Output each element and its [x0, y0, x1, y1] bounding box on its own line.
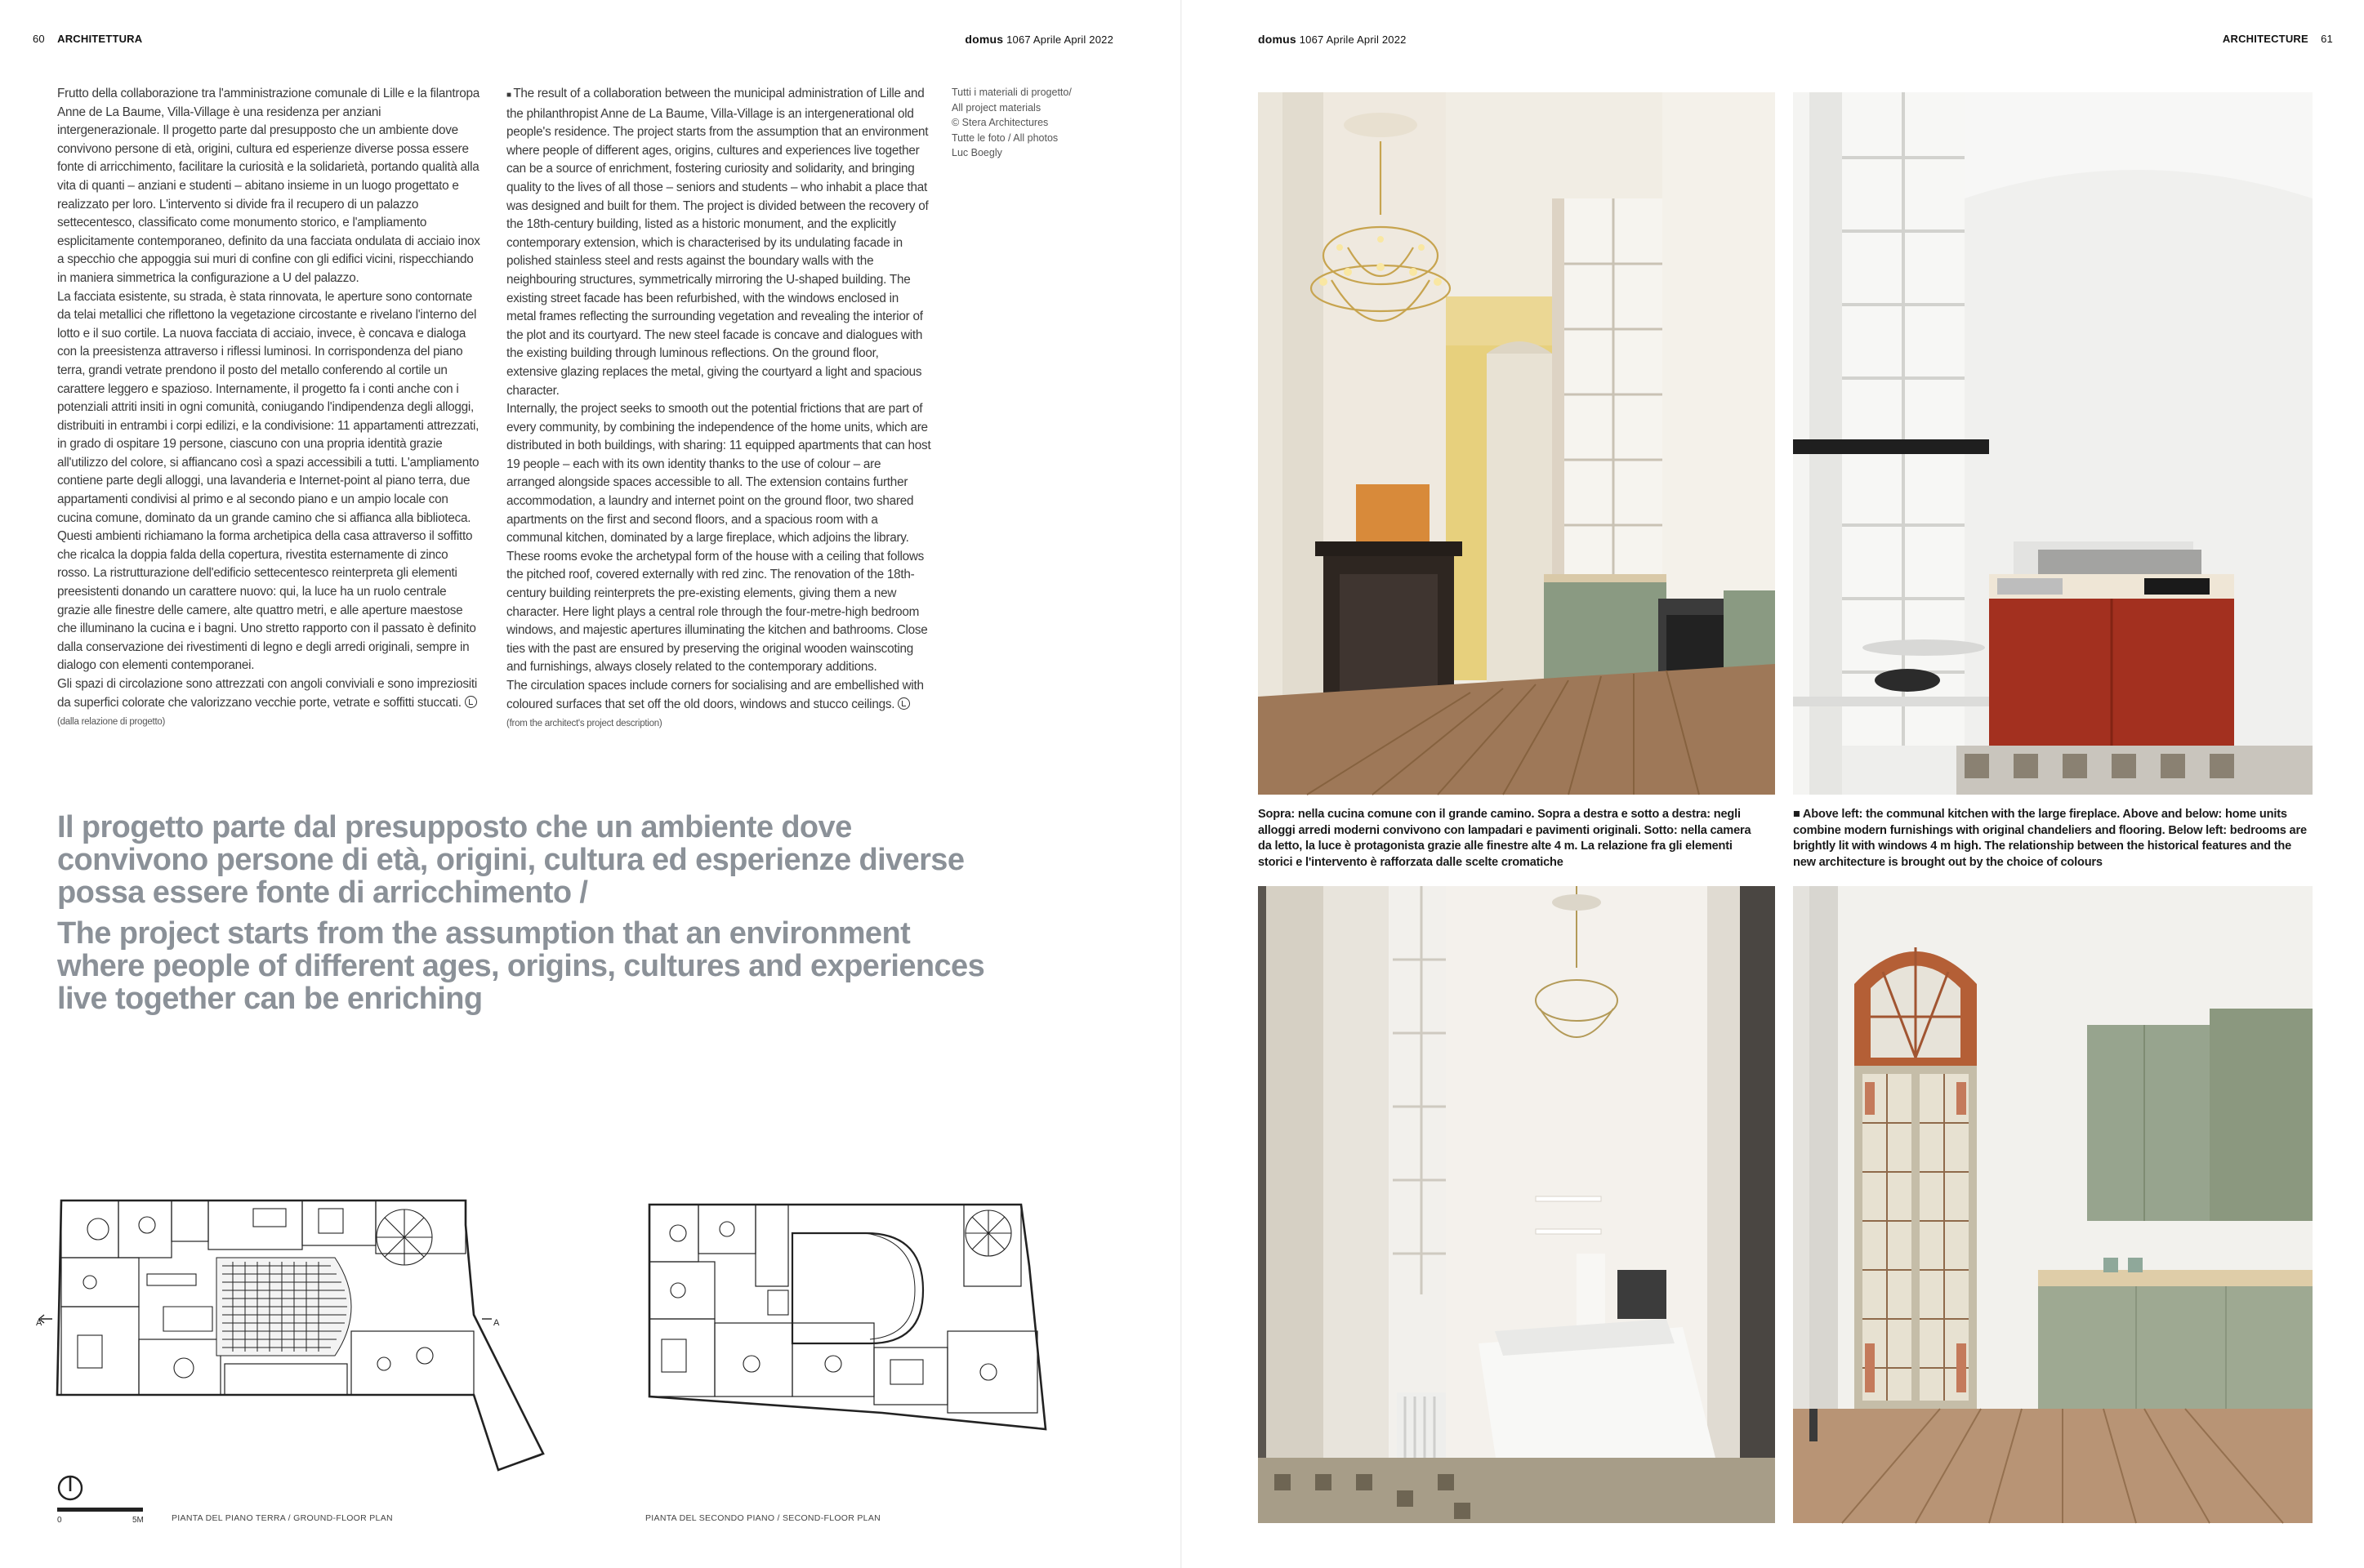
right-page-number: 61 — [2321, 33, 2333, 45]
right-section-title: ARCHITECTURE — [2222, 33, 2308, 45]
end-mark-icon — [898, 697, 910, 710]
italian-paragraph-3: Gli spazi di circolazione sono attrezzati con angoli conviviali e sono impreziositi da superfici colorate che valorizzano vecchie porte, vetrate e soffitti stuccati. (dalla relazione di progetto) — [57, 677, 478, 728]
italian-paragraph-1: Frutto della collaborazione tra l'amministrazione comunale di Lille e la filantropa Anne de La Baume, Villa-Village è una residenza per anziani intergenerazionale. Il progetto parte dal presupposto che un ambiente dove convivono persone di età, origini, cultura ed esperienze diverse possa essere fonte di arricchimento, facilitare la curiosità e la solidarietà, portando qualità alla vita di quanti – anziani e studenti – abitano insieme in un luogo progettato e realizzato per loro. L'intervento si divide fra il recupero di un palazzo settecentesco, classificato come monumento storico, e l'ampliamento esplicitamente contemporaneo, definito da una facciata ondulata di acciaio inox a specchio che appoggia sui muri di confine con gli edifici vicini, rispecchiando in maniera simmetrica la configurazione a U del palazzo. — [57, 87, 480, 285]
north-arrow-and-scale — [57, 1475, 155, 1532]
left-magazine-name: domus — [965, 33, 1004, 46]
english-paragraph-1: ■ The result of a collaboration between the municipal administration of Lille and the philanthropist Anne de La Baume, Villa-Village is an intergenerational old people's residence. The project starts from the assumption that an environment where people of different ages, origins, cultures and experiences live together can be a source of enrichment, fostering curiosity and solidarity, and bringing quality to the lives of all those – seniors and students – who inhabit a place that was designed and built for them. The project is divided between the recovery of the 18th-century building, listed as a historic monument, and the explicitly contemporary extension, which is characterised by its undulating facade in polished stainless steel and rests against the boundary walls with the neighbouring structures, symmetrically mirroring the U-shaped building. The existing street facade has been refurbished, with the windows enclosed in metal frames reflecting the surrounding vegetation and revealing the interior of the plot and its courtyard. The new steel facade is concave and dialogues with the existing building through luminous reflections. On the ground floor, extensive glazing replaces the metal, giving the courtyard a light and spacious character. — [506, 87, 929, 398]
ground-floor-plan-caption: PIANTA DEL PIANO TERRA / GROUND-FLOOR PLAN — [172, 1513, 393, 1523]
pullquote-english: The project starts from the assumption that an environment where people of different ages, origins, cultures and experiences live together can be enriching — [57, 916, 985, 1016]
left-issue-label: 1067 Aprile April 2022 — [1006, 33, 1113, 46]
italian-paragraph-2: La facciata esistente, su strada, è stata rinnovata, le aperture sono contornate da telai metallici che riflettono la vegetazione circostante e rivelano l'interno del lotto e il suo cortile. La nuova facciata di acciaio, invece, è concava e dialoga con la preesistenza attraverso i riflessi luminosi. In corrispondenza del piano terra, grandi vetrate prendono il posto del metallo conferendo al cortile un carattere leggero e spazioso. Internamente, il progetto fa i conti anche con i potenziali attriti insiti in ogni comunità, coniugando l'indipendenza degli alloggi, distribuiti in entrambi i corpi edilizi, e la condivisione: 11 appartamenti attrezzati, in grado di ospitare 19 persone, ciascuno con una propria identità grazie all'utilizzo del colore, si affiancano così a spazi accessibili a tutti. L'ampliamento contiene parte degli alloggi, una lavanderia e Internet-point al piano terra, due appartamenti condivisi al primo e al secondo piano e un ampio locale con cucina comune, dominato da un grande camino che si affianca alla biblioteca. Questi ambienti richiamano la forma archetipica della casa attraverso il soffitto che ricalca la doppia falda della copertura, rivestita esternamente di zinco rosso. La ristrutturazione dell'edificio settecentesco reinterpreta gli elementi preesistenti donando un carattere nuovo: qui, la luce ha un ruolo centrale grazie alle finestre delle camere, alte quattro metri, e alle aperture maestose che illuminano la cucina e i bagni. Uno stretto rapporto con il passato è definito dalla conservazione dei rivestimenti di legno e degli arredi originali, sempre in dialogo con elementi contemporanei. — [57, 289, 479, 673]
credit-line: © Stera Architectures — [952, 117, 1049, 128]
photo-bedroom — [1258, 886, 1775, 1523]
left-section-title: ARCHITETTURA — [57, 33, 143, 45]
credit-line: Tutte le foto / All photos — [952, 131, 1059, 144]
second-floor-plan-caption: PIANTA DEL SECONDO PIANO / SECOND-FLOOR PLAN — [645, 1513, 881, 1523]
end-mark-icon — [465, 696, 477, 708]
ground-floor-plan — [36, 1192, 564, 1494]
italian-text-column — [57, 85, 482, 732]
photo-kitchenette — [1793, 92, 2313, 795]
scale-bar — [57, 1508, 143, 1512]
right-issue-label: 1067 Aprile April 2022 — [1299, 33, 1407, 46]
pullquote-italian: Il progetto parte dal presupposto che un ambiente dove convivono persone di età, origini, cultura ed esperienze diverse possa essere fonte di arricchimento / — [57, 810, 965, 910]
photo-credits — [952, 85, 1095, 161]
credit-line: Tutti i materiali di progetto/ — [952, 87, 1072, 98]
credit-line: Luc Boegly — [952, 147, 1002, 158]
photo-stained-glass-kitchen — [1793, 886, 2313, 1523]
right-running-head — [2223, 33, 2333, 45]
scale-end-label: 5M — [132, 1516, 144, 1525]
section-mark-label: A — [493, 1318, 500, 1328]
photo-communal-kitchen — [1258, 92, 1775, 795]
left-running-head — [33, 33, 142, 45]
left-issue-head — [965, 33, 1113, 46]
caption-italian: Sopra: nella cucina comune con il grande camino. Sopra a destra e sotto a destra: negli alloggi arredi moderni convivono con lampadari e pavimenti originali. Sotto: nella camera da letto, la luce è protagonista grazie alle finestre alte 4 m. La relazione fra gli elementi storici e l'intervento è rafforzata dalle scelte cromatiche — [1258, 808, 1751, 869]
english-text-column — [506, 85, 931, 733]
caption-english: ■ Above left: the communal kitchen with the large fireplace. Above and below: home units combine modern furnishings with original chandeliers and flooring. Below left: bedrooms are brightly lit with windows 4 m high. The relationship between the historical features and the new architecture is brought out by the choice of colours — [1793, 808, 2307, 869]
english-paragraph-3: The circulation spaces include corners for socialising and are embellished with coloured surfaces that set off the old doors, windows and stucco ceilings. (from the architect's project description) — [506, 679, 924, 729]
right-page — [1182, 0, 2364, 1568]
right-magazine-name: domus — [1258, 33, 1296, 46]
right-issue-head — [1258, 33, 1407, 46]
scale-start-label: 0 — [57, 1516, 62, 1525]
left-page-number: 60 — [33, 33, 45, 45]
english-source: (from the architect's project description) — [506, 719, 662, 729]
second-floor-plan — [645, 1200, 1070, 1446]
english-paragraph-2: Internally, the project seeks to smooth out the potential frictions that are part of every community, by combining the independence of the home units, which are distributed in both buildings, with sharing: 11 equipped apartments that can host 19 people – each with its own identity thanks to the use of colour – are arranged alongside spaces accessible to all. The extension contains further accommodation, a laundry and internet point on the ground floor, two shared apartments on the first and second floors, and a spacious room with a communal kitchen, dominated by a large fireplace, which adjoins the library. These rooms evoke the archetypal form of the house with a ceiling that follows the pitched roof, covered externally with red zinc. The renovation of the 18th-century building reinterprets the pre-existing elements, giving them a new character. Here light plays a central role through the four-metre-high bedroom windows, and majestic apertures illuminating the kitchen and bathrooms. Close ties with the past are ensured by preserving the original wooden wainscoting and furnishings, always closely related to the contemporary additions. — [506, 402, 931, 675]
italian-source: (dalla relazione di progetto) — [57, 717, 166, 728]
section-mark-label: A — [36, 1318, 42, 1328]
credit-line: All project materials — [952, 101, 1041, 114]
